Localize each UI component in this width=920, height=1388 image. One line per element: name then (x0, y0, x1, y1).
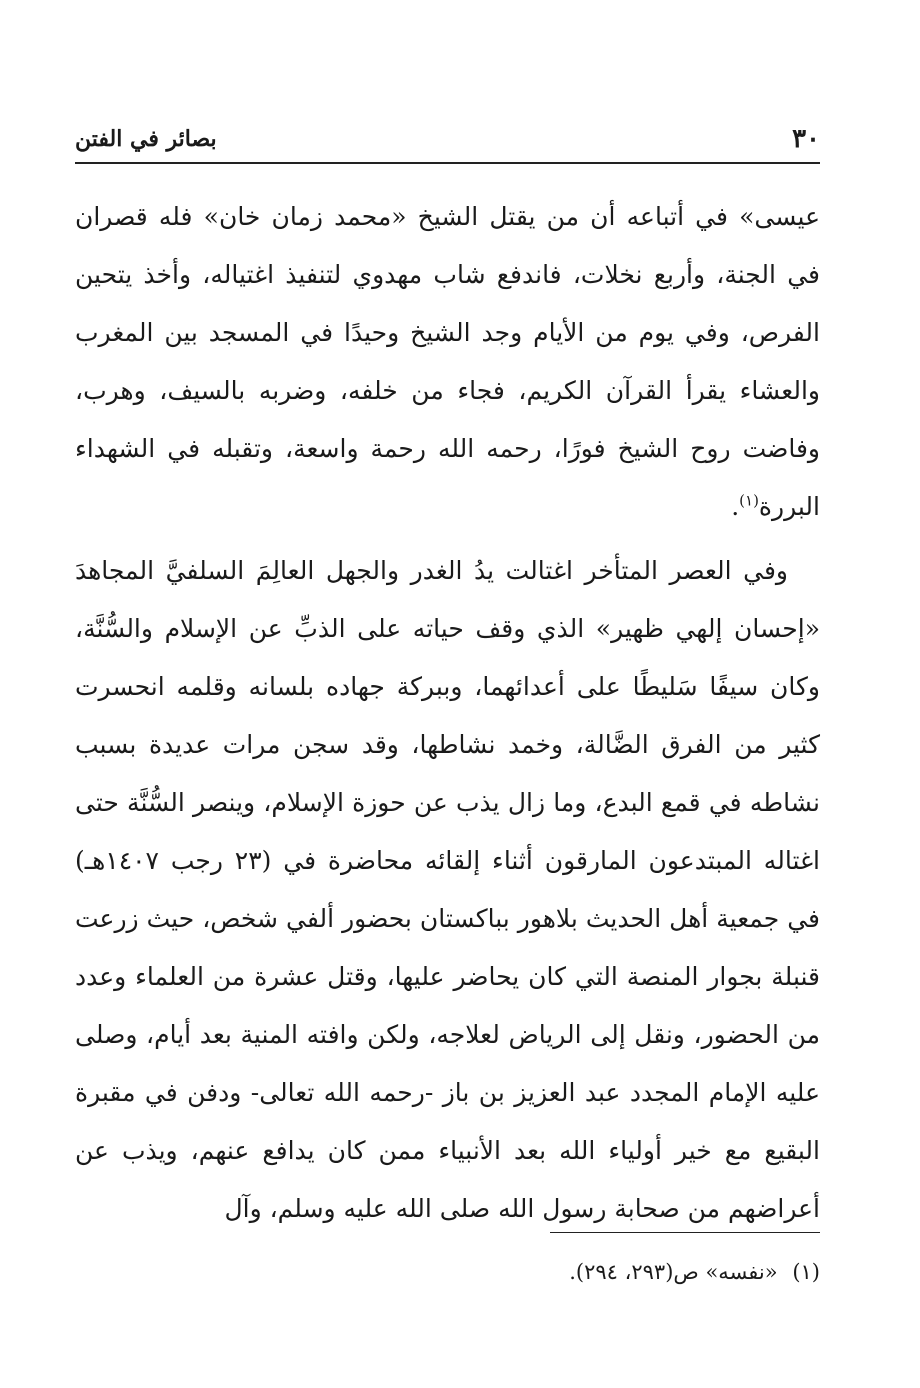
page-number: ٣٠ (792, 124, 820, 154)
paragraph-2: وفي العصر المتأخر اغتالت يدُ الغدر والجهل العالِمَ السلفيَّ المجاهدَ «إحسان إلهي ظهير» الذي وقف حياته على الذبِّ عن الإسلام والسُّنَّة، وكان سيفًا سَليطًا على أعدائهما، وببركة جهاده بلسانه وقلمه انحسرت كثير من الفرق الضَّالة، وخمد نشاطها، وقد سجن مرات عديدة بسبب نشاطه في قمع البدع، وما زال يذب عن حوزة الإسلام، وينصر السُّنَّة حتى اغتاله المبتدعون المارقون أثناء إلقائه محاضرة في (٢٣ رجب ١٤٠٧هـ) في جمعية أهل الحديث بلاهور بباكستان بحضور ألفي شخص، حيث زرعت قنبلة بجوار المنصة التي كان يحاضر عليها، وقتل عشرة من العلماء وعدد من الحضور، ونقل إلى الرياض لعلاجه، ولكن وافته المنية بعد أيام، وصلى عليه الإمام المجدد عبد العزيز بن باز -رحمه الله تعالى- ودفن في مقبرة البقيع مع خير أولياء الله بعد الأنبياء ممن كان يدافع عنهم، ويذب عن أعراضهم من صحابة رسول الله صلى الله عليه وسلم، وآل (75, 556, 821, 1223)
footnote (75, 1252, 820, 1292)
paragraph-1 (75, 188, 820, 536)
footnote-divider (550, 1232, 820, 1233)
paragraph-1-text: عيسى» في أتباعه أن من يقتل الشيخ «محمد زمان خان» فله قصران في الجنة، وأربع نخلات، فاندفع شاب مهدوي لتنفيذ اغتياله، وأخذ يتحين الفرص، وفي يوم من الأيام وجد الشيخ وحيدًا في المسجد بين المغرب والعشاء يقرأ القرآن الكريم، فجاء من خلفه، وضربه بالسيف، وهرب، وفاضت روح الشيخ فورًا، رحمه الله رحمة واسعة، وتقبله في الشهداء البررة (75, 202, 820, 521)
footnote-marker: (١) (792, 1260, 820, 1284)
page-header (75, 118, 820, 158)
footnote-text: «نفسه» ص(٢٩٣، ٢٩٤). (569, 1260, 778, 1284)
footnote-reference[interactable]: (١) (739, 491, 759, 510)
body-text (75, 188, 820, 1238)
running-title: بصائر في الفتن (75, 126, 217, 152)
header-divider (75, 162, 820, 164)
paragraph-1-end: . (731, 492, 740, 521)
